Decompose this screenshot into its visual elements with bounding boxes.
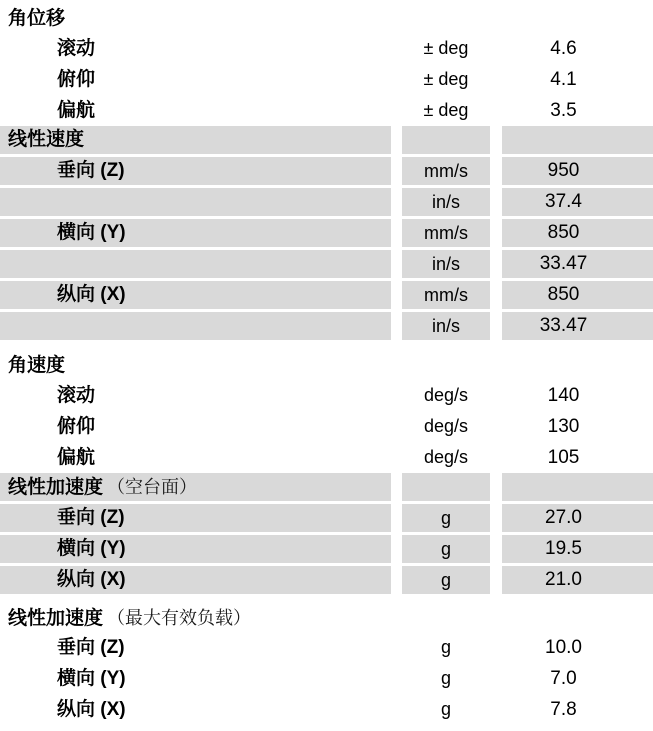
- row-value: 19.5: [502, 535, 653, 563]
- row-label: 垂向 (Z): [0, 157, 391, 185]
- value-cell-empty: [502, 126, 653, 154]
- row-value: 850: [502, 219, 653, 247]
- row-unit: in/s: [402, 188, 490, 216]
- table-row: [0, 411, 653, 442]
- row-unit: ± deg: [423, 38, 469, 58]
- row-label: 俯仰: [57, 69, 96, 90]
- table-row: [0, 504, 653, 532]
- row-value: 105: [547, 447, 580, 468]
- row-label: 偏航: [57, 447, 96, 468]
- row-value: 7.0: [550, 668, 577, 689]
- table-row: [0, 566, 653, 594]
- row-label: 垂向 (Z): [57, 637, 125, 658]
- row-unit: g: [440, 668, 451, 688]
- row-value: 33.47: [502, 250, 653, 278]
- row-label: [0, 188, 391, 216]
- section-note: （空台面）: [107, 477, 198, 497]
- row-value: 3.5: [550, 100, 577, 121]
- row-unit: deg/s: [423, 447, 469, 467]
- row-unit: in/s: [402, 250, 490, 278]
- table-row: [0, 312, 653, 340]
- row-value: 7.8: [550, 699, 577, 720]
- table-row: [0, 380, 653, 411]
- row-value: 850: [502, 281, 653, 309]
- unit-cell-empty: [402, 126, 490, 154]
- table-row: [0, 250, 653, 278]
- row-unit: g: [402, 504, 490, 532]
- table-row: [0, 632, 653, 663]
- row-label: 垂向 (Z): [0, 504, 391, 532]
- row-unit: ± deg: [423, 69, 469, 89]
- table-row: [0, 95, 653, 126]
- row-value: 27.0: [502, 504, 653, 532]
- row-value: 33.47: [502, 312, 653, 340]
- section-title-row: [0, 352, 653, 380]
- row-label: 偏航: [57, 100, 96, 121]
- row-unit: mm/s: [402, 281, 490, 309]
- section-title: 角速度: [8, 355, 66, 376]
- row-unit: in/s: [402, 312, 490, 340]
- row-unit: deg/s: [423, 385, 469, 405]
- section-note: （最大有效负载）: [107, 608, 252, 628]
- table-row: [0, 663, 653, 694]
- table-row: [0, 64, 653, 95]
- row-unit: g: [440, 699, 451, 719]
- row-value: 4.1: [550, 69, 577, 90]
- table-row: [0, 33, 653, 64]
- section-title: 线性加速度: [8, 477, 104, 498]
- section-title-cell: [0, 473, 391, 501]
- table-row: [0, 188, 653, 216]
- row-value: 140: [547, 385, 580, 406]
- row-label: 滚动: [57, 385, 96, 406]
- row-label: 横向 (Y): [0, 219, 391, 247]
- row-unit: g: [440, 637, 451, 657]
- section-title-row: [0, 604, 653, 632]
- row-label: 横向 (Y): [57, 668, 126, 689]
- row-label: [0, 312, 391, 340]
- section-linear-accel-max-payload: [0, 604, 653, 725]
- row-value: 130: [547, 416, 580, 437]
- row-label: [0, 250, 391, 278]
- table-row: [0, 281, 653, 309]
- unit-cell-empty: [402, 473, 490, 501]
- table-row: [0, 442, 653, 473]
- section-title-cell: [0, 126, 391, 154]
- section-title-row: [0, 5, 653, 33]
- row-unit: g: [402, 535, 490, 563]
- row-label: 滚动: [57, 38, 96, 59]
- row-value: 10.0: [545, 637, 582, 658]
- section-header-row: [0, 126, 653, 154]
- section-title: 线性加速度: [8, 608, 104, 629]
- row-value: 950: [502, 157, 653, 185]
- table-row: [0, 219, 653, 247]
- row-label: 俯仰: [57, 416, 96, 437]
- row-unit: g: [402, 566, 490, 594]
- row-label: 纵向 (X): [57, 699, 126, 720]
- section-title: 线性速度: [8, 129, 85, 150]
- row-label: 纵向 (X): [0, 281, 391, 309]
- table-row: [0, 157, 653, 185]
- row-value: 37.4: [502, 188, 653, 216]
- section-title: 角位移: [8, 8, 66, 29]
- section-linear-velocity: [0, 126, 653, 340]
- value-cell-empty: [502, 473, 653, 501]
- table-row: [0, 694, 653, 725]
- row-unit: deg/s: [423, 416, 469, 436]
- section-angular-displacement: [0, 5, 653, 126]
- section-linear-accel-empty-platform: [0, 473, 653, 594]
- row-label: 纵向 (X): [0, 566, 391, 594]
- row-value: 21.0: [502, 566, 653, 594]
- row-unit: ± deg: [423, 100, 469, 120]
- section-angular-velocity: [0, 352, 653, 473]
- row-unit: mm/s: [402, 157, 490, 185]
- row-unit: mm/s: [402, 219, 490, 247]
- row-value: 4.6: [550, 38, 577, 59]
- table-row: [0, 535, 653, 563]
- row-label: 横向 (Y): [0, 535, 391, 563]
- section-header-row: [0, 473, 653, 501]
